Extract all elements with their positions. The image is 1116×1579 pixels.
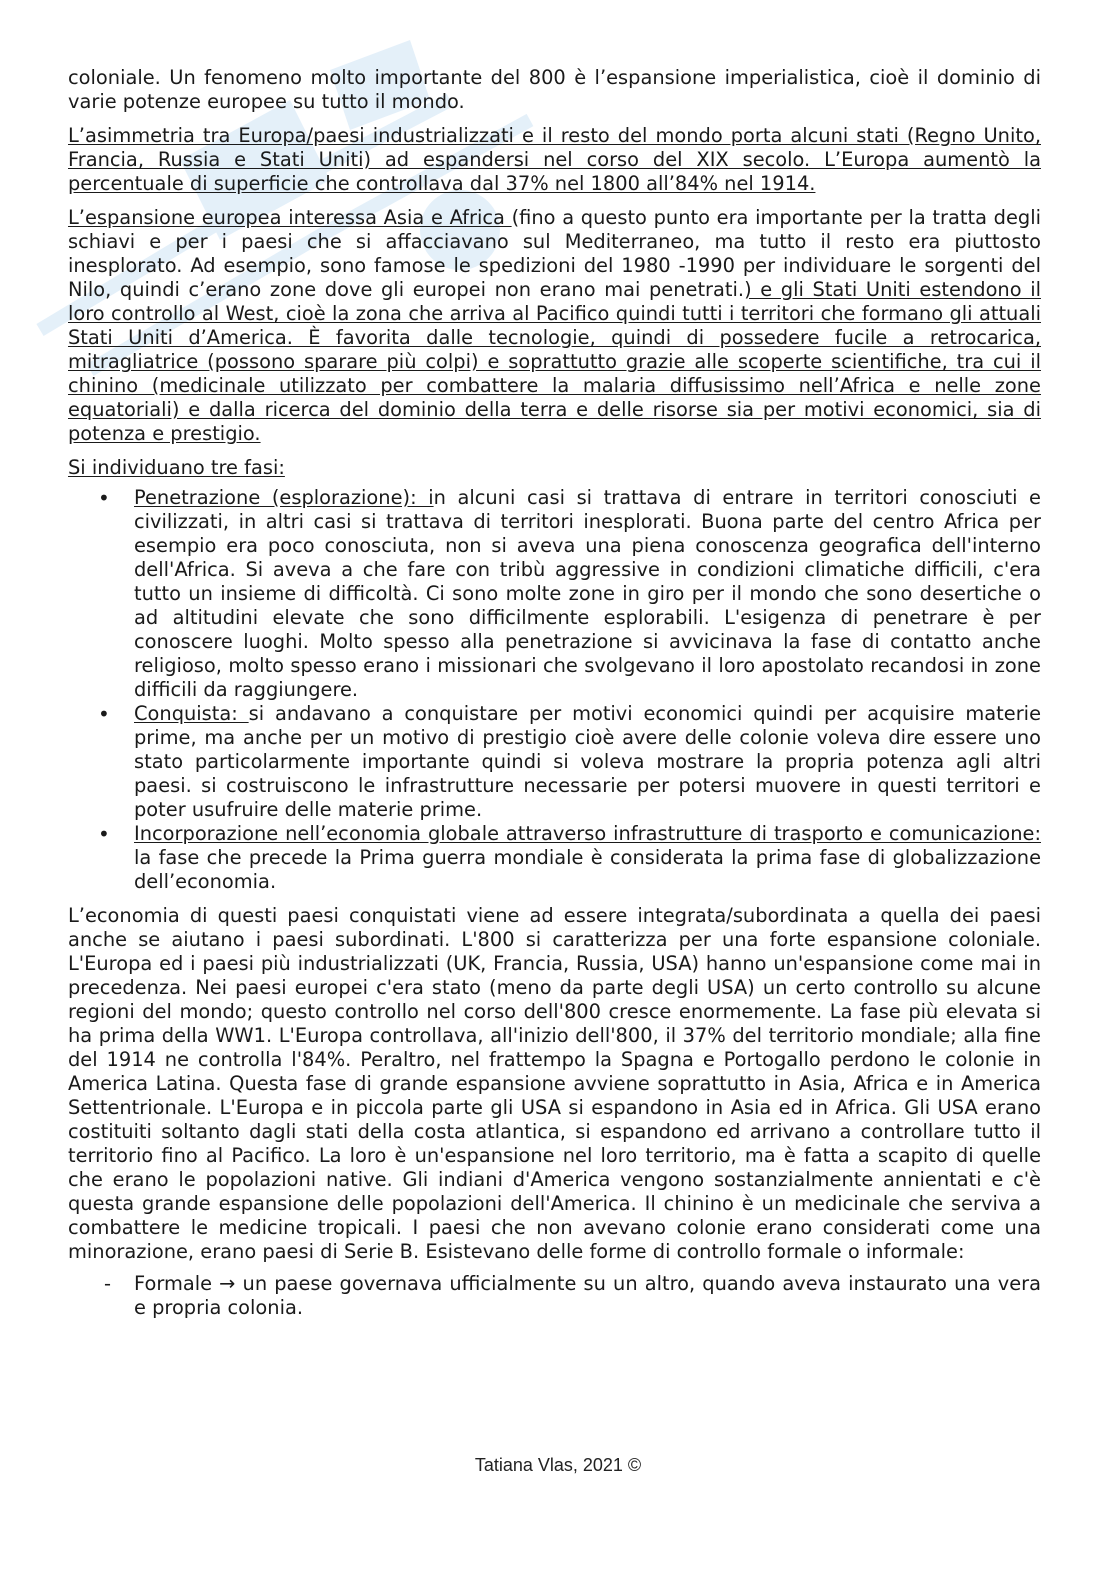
phase-text: n alcuni casi si trattava di entrare in territori conosciuti e civilizzati, in altri casi si trattava di territori inesplorati. Buona parte del centro Africa per esempio era poco conosciuta, non si aveva una piena conoscenza geografica dell'interno dell'Africa. Si aveva a che fare con tribù aggressive in condizioni climatiche difficili, c'era tutto un insieme di difficoltà. Ci sono molte zone in giro per il mondo che sono desertiche o ad altitudini elevate che sono difficilmente esplorabili. L'esigenza di penetrare è per conoscere luoghi. Molto spesso alla penetrazione si avvicinava la fase di contatto anche religioso, molto spesso erano i missionari che svolgevano il loro apostolato recandosi in zone difficili da raggiungere. [134, 486, 1041, 701]
paragraph-expansion [68, 206, 1041, 446]
phases-list [68, 486, 1041, 894]
control-forms-list [68, 1272, 1041, 1320]
list-item [134, 486, 1041, 702]
phase-text: la fase che precede la Prima guerra mondiale è considerata la prima fase di globalizzazione dell’economia. [134, 846, 1041, 893]
paragraph-economy: L’economia di questi paesi conquistati viene ad essere integrata/subordinata a quella dei paesi anche se aiutano i paesi subordinati. L'800 si caratterizza per una forte espansione coloniale. L'Europa ed i paesi più industrializzati (UK, Francia, Russia, USA) hanno un'espansione come mai in precedenza. Nei paesi europei c'era stato (meno da parte degli USA) un certo controllo su alcune regioni del mondo; questo controllo nel corso dell'800 cresce enormemente. La fase più elevata si ha prima della WW1. L'Europa controllava, all'inizio dell'800, il 37% del territorio mondiale; alla fine del 1914 ne controlla l'84%. Peraltro, nel frattempo la Spagna e Portogallo perdono le colonie in America Latina. Questa fase di grande espansione avviene soprattutto in Asia, Africa e in America Settentrionale. L'Europa e in piccola parte gli USA si espandono in Asia ed in Africa. Gli USA erano costituiti soltanto dagli stati della costa atlantica, si espandono ed arrivano a controllare tutto il territorio fino al Pacifico. La loro è un'espansione nel loro territorio, ma è fatta a scapito di quelle che erano le popolazioni native. Gli indiani d'America vengono sostanzialmente annientati e c'è questa grande espansione delle popolazioni dell'America. Il chinino è un medicinale che serviva a combattere le medicine tropicali. I paesi che non avevano colonie erano considerati come una minorazione, erano paesi di Serie B. Esistevano delle forme di controllo formale o informale: [68, 904, 1041, 1263]
list-item [134, 822, 1041, 894]
phase-title: Incorporazione nell’economia globale attraverso infrastrutture di trasporto e comunicazione: [134, 822, 1041, 845]
list-item [134, 702, 1041, 822]
page-footer: Tatiana Vlas, 2021 © [474, 1455, 642, 1475]
phase-title: Conquista: [134, 702, 249, 725]
expansion-underlined-end: ) e gli Stati Uniti estendono il loro controllo al West, cioè la zona che arriva al Pacifico quindi tutti i territori che formano gli attuali Stati Uniti d’America. È favorita dalle tecnologie, quindi di possedere fucile a retrocarica, mitragliatrice (possono sparare più colpi) e soprattutto grazie alle scoperte scientifiche, tra cui il chinino (medicinale utilizzato per combattere la malaria diffusissimo nell’Africa e nelle zone equatoriali) e dalla ricerca del dominio della terra e delle risorse sia per motivi economici, sia di potenza e prestigio. [68, 278, 1041, 445]
expansion-parenthetical: (fino a questo punto era importante per la tratta degli schiavi e per i paesi che si affacciavano sul Mediterraneo, ma tutto il resto era piuttosto inesplorato. Ad esempio, sono famose le spedizioni del 1980 -1990 per individuare le sorgenti del Nilo, quindi c’erano zone dove gli europei non erano mai penetrati. [68, 206, 1041, 301]
phase-text: si andavano a conquistare per motivi economici quindi per acquisire materie prime, ma anche per un motivo di prestigio cioè avere delle colonie voleva dire essere uno stato particolarmente importante quindi si voleva mostrare la propria potenza agli altri paesi. si costruiscono le infrastrutture necessarie per potersi muovere in questi territori e poter usufruire delle materie prime. [134, 702, 1041, 821]
expansion-underlined-start: L’espansione europea interessa Asia e Africa [68, 206, 512, 229]
list-item: - Formale → un paese governava ufficialmente su un altro, quando aveva instaurato una vera e propria colonia. [134, 1272, 1041, 1320]
phases-intro: Si individuano tre fasi: [68, 456, 285, 479]
phase-title: Penetrazione (esplorazione): i [134, 486, 434, 509]
paragraph-asymmetry: L’asimmetria tra Europa/paesi industrializzati e il resto del mondo porta alcuni stati (Regno Unito, Francia, Russia e Stati Uniti) ad espandersi nel corso del XIX secolo. L’Europa aumentò la percentuale di superficie che controllava dal 37% nel 1800 all’84% nel 1914. [68, 124, 1041, 195]
document-body [68, 66, 1041, 1320]
paragraph-intro: coloniale. Un fenomeno molto importante del 800 è l’espansione imperialistica, cioè il dominio di varie potenze europee su tutto il mondo. [68, 66, 1041, 113]
